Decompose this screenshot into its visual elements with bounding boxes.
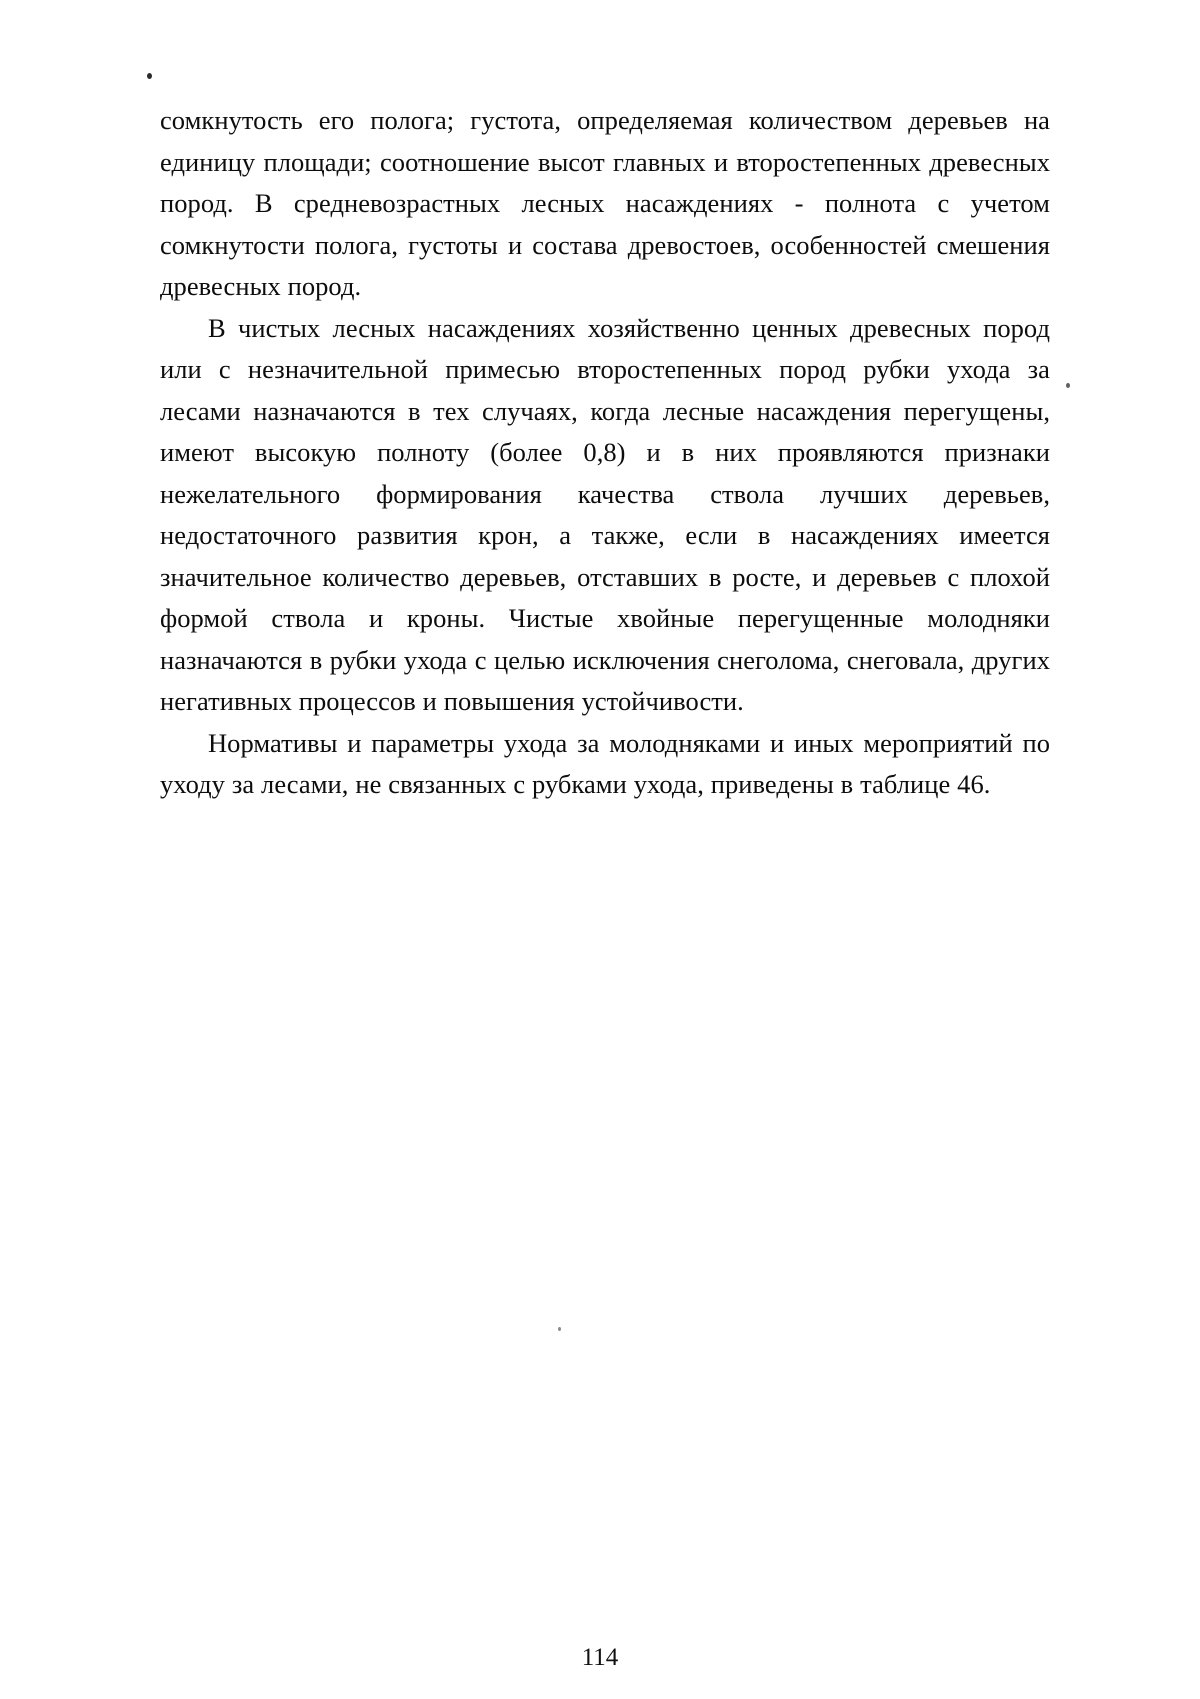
scan-speck-artifact — [147, 73, 152, 79]
paragraph-pure-stands: В чистых лесных насаждениях хозяйственно ценных древесных пород или с незначительной примесью второстепенных пород рубки ухода за лесами назначаются в тех случаях, когда лесные насаждения перегущены, имеют высокую полноту (более 0,8) и в них проявляются признаки нежелательного формирования качества ствола лучших деревьев, недостаточного развития крон, а также, если в насаждениях имеется значительное количество деревьев, отставших в росте, и деревьев с плохой формой ствола и кроны. Чистые хвойные перегущенные молодняки назначаются в рубки ухода с целью исключения снеголома, снеговала, других негативных процессов и повышения устойчивости. — [160, 312, 1050, 716]
scan-speck-artifact — [1066, 383, 1070, 388]
scan-speck-artifact — [558, 1327, 561, 1331]
page-number: 114 — [581, 1644, 619, 1671]
paragraph-norms-reference: Нормативы и параметры ухода за молодняками и иных мероприятий по уходу за лесами, не связанных с рубками ухода, приведены в таблице 46. — [160, 727, 1050, 799]
body-text — [160, 100, 1050, 806]
paragraph-continuation: сомкнутость его полога; густота, определяемая количеством деревьев на единицу площади; соотношение высот главных и второстепенных древесных пород. В средневозрастных лесных насаждениях - полнота с учетом сомкнутости полога, густоты и состава древостоев, особенностей смешения древесных пород. — [160, 105, 1050, 301]
